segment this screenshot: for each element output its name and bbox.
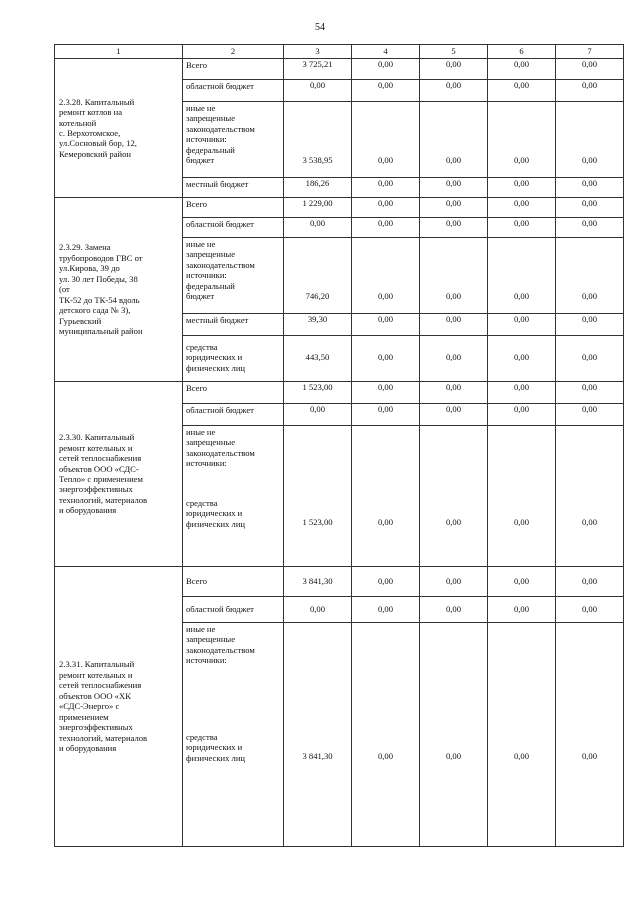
value-cell: 0,00 [420,336,488,382]
value-cell: 0,00 [420,198,488,218]
value-cell: 0,00 [488,623,556,847]
value-cell: 0,00 [420,404,488,426]
value-cell: 0,00 [556,336,624,382]
source-total: Всего [183,198,284,218]
source-federal: иные не запрещенные законодательством источники: федеральный бюджет [183,238,284,314]
source-other-and-legal: иные не запрещенные законодательством источники: средства юридических и физических лиц [183,623,284,847]
value-cell: 0,00 [556,314,624,336]
column-number-row [55,45,624,59]
source-other-and-legal: иные не запрещенные законодательством источники: средства юридических и физических лиц [183,426,284,567]
value-cell: 0,00 [352,597,420,623]
source-total: Всего [183,59,284,80]
source-legal-persons: средства юридических и физических лиц [183,336,284,382]
value-cell: 0,00 [420,314,488,336]
value-cell: 0,00 [420,178,488,198]
measure-name: 2.3.30. Капитальный ремонт котельных и сетей теплоснабжения объектов ООО «СДС- Тепло» с применением энергоэффективных технологий, материалов и оборудования [55,382,183,567]
value-cell: 3 725,21 [284,59,352,80]
value-cell: 0,00 [488,336,556,382]
value-cell: 0,00 [352,623,420,847]
value-cell: 0,00 [352,198,420,218]
value-cell: 0,00 [352,404,420,426]
source-local: местный бюджет [183,178,284,198]
value-cell: 0,00 [352,80,420,102]
measure-name: 2.3.29. Замена трубопроводов ГВС от ул.Кирова, 39 до ул. 30 лет Победы, 38 (от ТК-52 до ТК-54 вдоль детского сада № 3), Гурьевский муниципальный район [55,198,183,382]
value-cell: 0,00 [556,426,624,567]
source-local: местный бюджет [183,314,284,336]
value-cell: 0,00 [488,178,556,198]
table-row [55,382,624,404]
table-row [55,567,624,597]
column-number: 3 [284,45,352,59]
value-cell: 0,00 [556,59,624,80]
value-cell: 0,00 [488,59,556,80]
table-row [55,198,624,218]
value-cell: 0,00 [488,198,556,218]
column-number: 2 [183,45,284,59]
value-cell: 3 841,30 [284,623,352,847]
column-number: 1 [55,45,183,59]
value-cell: 0,00 [488,238,556,314]
value-cell: 3 538,95 [284,102,352,178]
value-cell: 0,00 [488,567,556,597]
source-regional: областной бюджет [183,218,284,238]
value-cell: 0,00 [556,623,624,847]
value-cell: 746,20 [284,238,352,314]
value-cell: 0,00 [556,80,624,102]
value-cell: 0,00 [284,218,352,238]
value-cell: 1 523,00 [284,426,352,567]
value-cell: 0,00 [420,102,488,178]
source-regional: областной бюджет [183,597,284,623]
value-cell: 3 841,30 [284,567,352,597]
financing-table [54,44,624,847]
value-cell: 0,00 [556,382,624,404]
value-cell: 0,00 [488,314,556,336]
value-cell: 0,00 [488,404,556,426]
value-cell: 0,00 [420,80,488,102]
value-cell: 0,00 [556,102,624,178]
value-cell: 0,00 [556,218,624,238]
value-cell: 0,00 [420,597,488,623]
column-number: 6 [488,45,556,59]
value-cell: 0,00 [352,178,420,198]
value-cell: 0,00 [556,238,624,314]
value-cell: 0,00 [352,426,420,567]
value-cell: 0,00 [420,382,488,404]
measure-name: 2.3.31. Капитальный ремонт котельных и сетей теплоснабжения объектов ООО «ХК «СДС-Энерго» с применением энергоэффективных технологий, материалов и оборудования [55,567,183,847]
value-cell: 0,00 [556,597,624,623]
value-cell: 0,00 [556,567,624,597]
value-cell: 0,00 [556,198,624,218]
source-total: Всего [183,382,284,404]
value-cell: 0,00 [284,597,352,623]
value-cell: 0,00 [352,102,420,178]
value-cell: 0,00 [352,314,420,336]
value-cell: 0,00 [284,80,352,102]
value-cell: 1 523,00 [284,382,352,404]
value-cell: 1 229,00 [284,198,352,218]
value-cell: 0,00 [488,218,556,238]
value-cell: 0,00 [556,404,624,426]
value-cell: 0,00 [420,218,488,238]
value-cell: 0,00 [488,597,556,623]
value-cell: 0,00 [420,567,488,597]
value-cell: 0,00 [420,426,488,567]
value-cell: 0,00 [284,404,352,426]
source-regional: областной бюджет [183,404,284,426]
value-cell: 0,00 [488,426,556,567]
measure-name: 2.3.28. Капитальный ремонт котлов на котельной с. Верхотомское, ул.Сосновый бор, 12, Кемеровский район [55,59,183,198]
value-cell: 443,50 [284,336,352,382]
value-cell: 0,00 [488,102,556,178]
value-cell: 0,00 [420,623,488,847]
value-cell: 0,00 [352,567,420,597]
column-number: 4 [352,45,420,59]
value-cell: 0,00 [352,382,420,404]
value-cell: 186,26 [284,178,352,198]
source-regional: областной бюджет [183,80,284,102]
value-cell: 0,00 [352,59,420,80]
page-number: 54 [315,22,325,33]
source-total: Всего [183,567,284,597]
value-cell: 0,00 [488,80,556,102]
value-cell: 0,00 [352,336,420,382]
value-cell: 0,00 [556,178,624,198]
column-number: 7 [556,45,624,59]
column-number: 5 [420,45,488,59]
value-cell: 0,00 [420,238,488,314]
table-row [55,59,624,80]
value-cell: 39,30 [284,314,352,336]
value-cell: 0,00 [420,59,488,80]
value-cell: 0,00 [352,218,420,238]
value-cell: 0,00 [352,238,420,314]
source-federal: иные не запрещенные законодательством источники: федеральный бюджет [183,102,284,178]
value-cell: 0,00 [488,382,556,404]
